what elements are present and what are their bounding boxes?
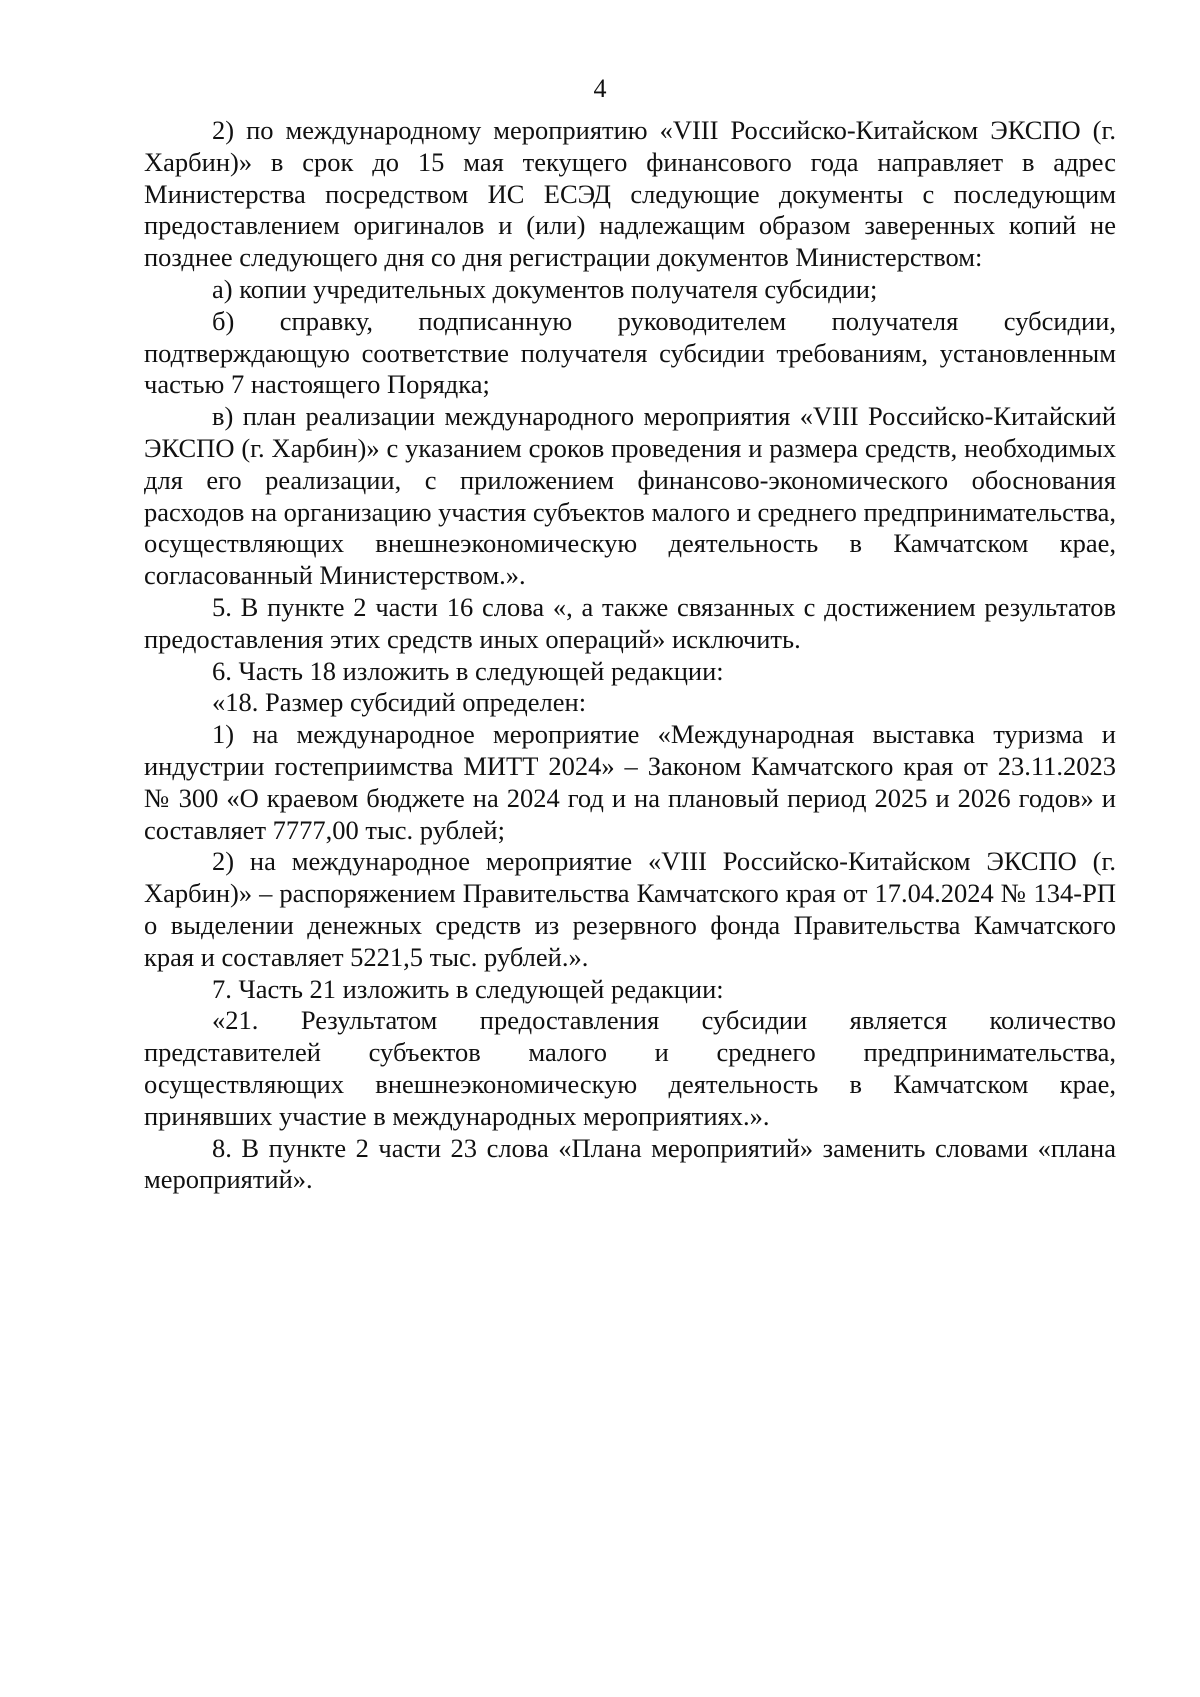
paragraph-point-6: 6. Часть 18 изложить в следующей редакции: [212, 655, 724, 686]
document-body [144, 115, 1116, 1196]
paragraph-subitem-v: в) план реализации международного мероприятия «VIII Российско-Китайский ЭКСПО (г. Харбин)» с указанием сроков проведения и размера средств, необходимых для его реализации, с приложением финансово-экономического обоснования расходов на организацию участия субъектов малого и среднего предпринимательства, осуществляющих внешнеэкономическую деятельность в Камчатском крае, согласованный Министерством.». [144, 401, 1116, 591]
page-number: 4 [593, 74, 607, 103]
paragraph-part-21: «21. Результатом предоставления субсидии является количество представителей субъектов малого и среднего предпринимательства, осуществляющих внешнеэкономическую деятельность в Камчатском крае, принявших участие в международных мероприятиях.». [144, 1005, 1116, 1131]
paragraph-part-18: «18. Размер субсидий определен: [212, 687, 587, 718]
paragraph-subitem-b: б) справку, подписанную руководителем получателя субсидии, подтверждающую соответствие получателя субсидии требованиям, установленным частью 7 настоящего Порядка; [144, 305, 1116, 400]
paragraph-item-2: 2) по международному мероприятию «VIII Российско-Китайском ЭКСПО (г. Харбин)» в срок до 15 мая текущего финансового года направляет в адрес Министерства посредством ИС ЕСЭД следующие документы с последующим предоставлением оригиналов и (или) надлежащим образом заверенных копий не позднее следующего дня со дня регистрации документов Министерством: [144, 115, 1116, 273]
paragraph-point-8: 8. В пункте 2 части 23 слова «Плана мероприятий» заменить словами «плана мероприятий». [144, 1132, 1116, 1195]
paragraph-part-18-item-1: 1) на международное мероприятие «Международная выставка туризма и индустрии гостеприимства МИТТ 2024» – Законом Камчатского края от 23.11.2023 № 300 «О краевом бюджете на 2024 год и на плановый период 2025 и 2026 годов» и составляет 7777,00 тыс. рублей; [144, 719, 1116, 845]
paragraph-point-7: 7. Часть 21 изложить в следующей редакции: [212, 973, 724, 1004]
paragraph-subitem-a: а) копии учредительных документов получателя субсидии; [212, 273, 878, 304]
paragraph-point-5: 5. В пункте 2 части 16 слова «, а также связанных с достижением результатов предоставления этих средств иных операций» исключить. [144, 591, 1116, 654]
paragraph-part-18-item-2: 2) на международное мероприятие «VIII Российско-Китайском ЭКСПО (г. Харбин)» – распоряжением Правительства Камчатского края от 17.04.2024 № 134-РП о выделении денежных средств из резервного фонда Правительства Камчатского края и составляет 5221,5 тыс. рублей.». [144, 846, 1116, 972]
